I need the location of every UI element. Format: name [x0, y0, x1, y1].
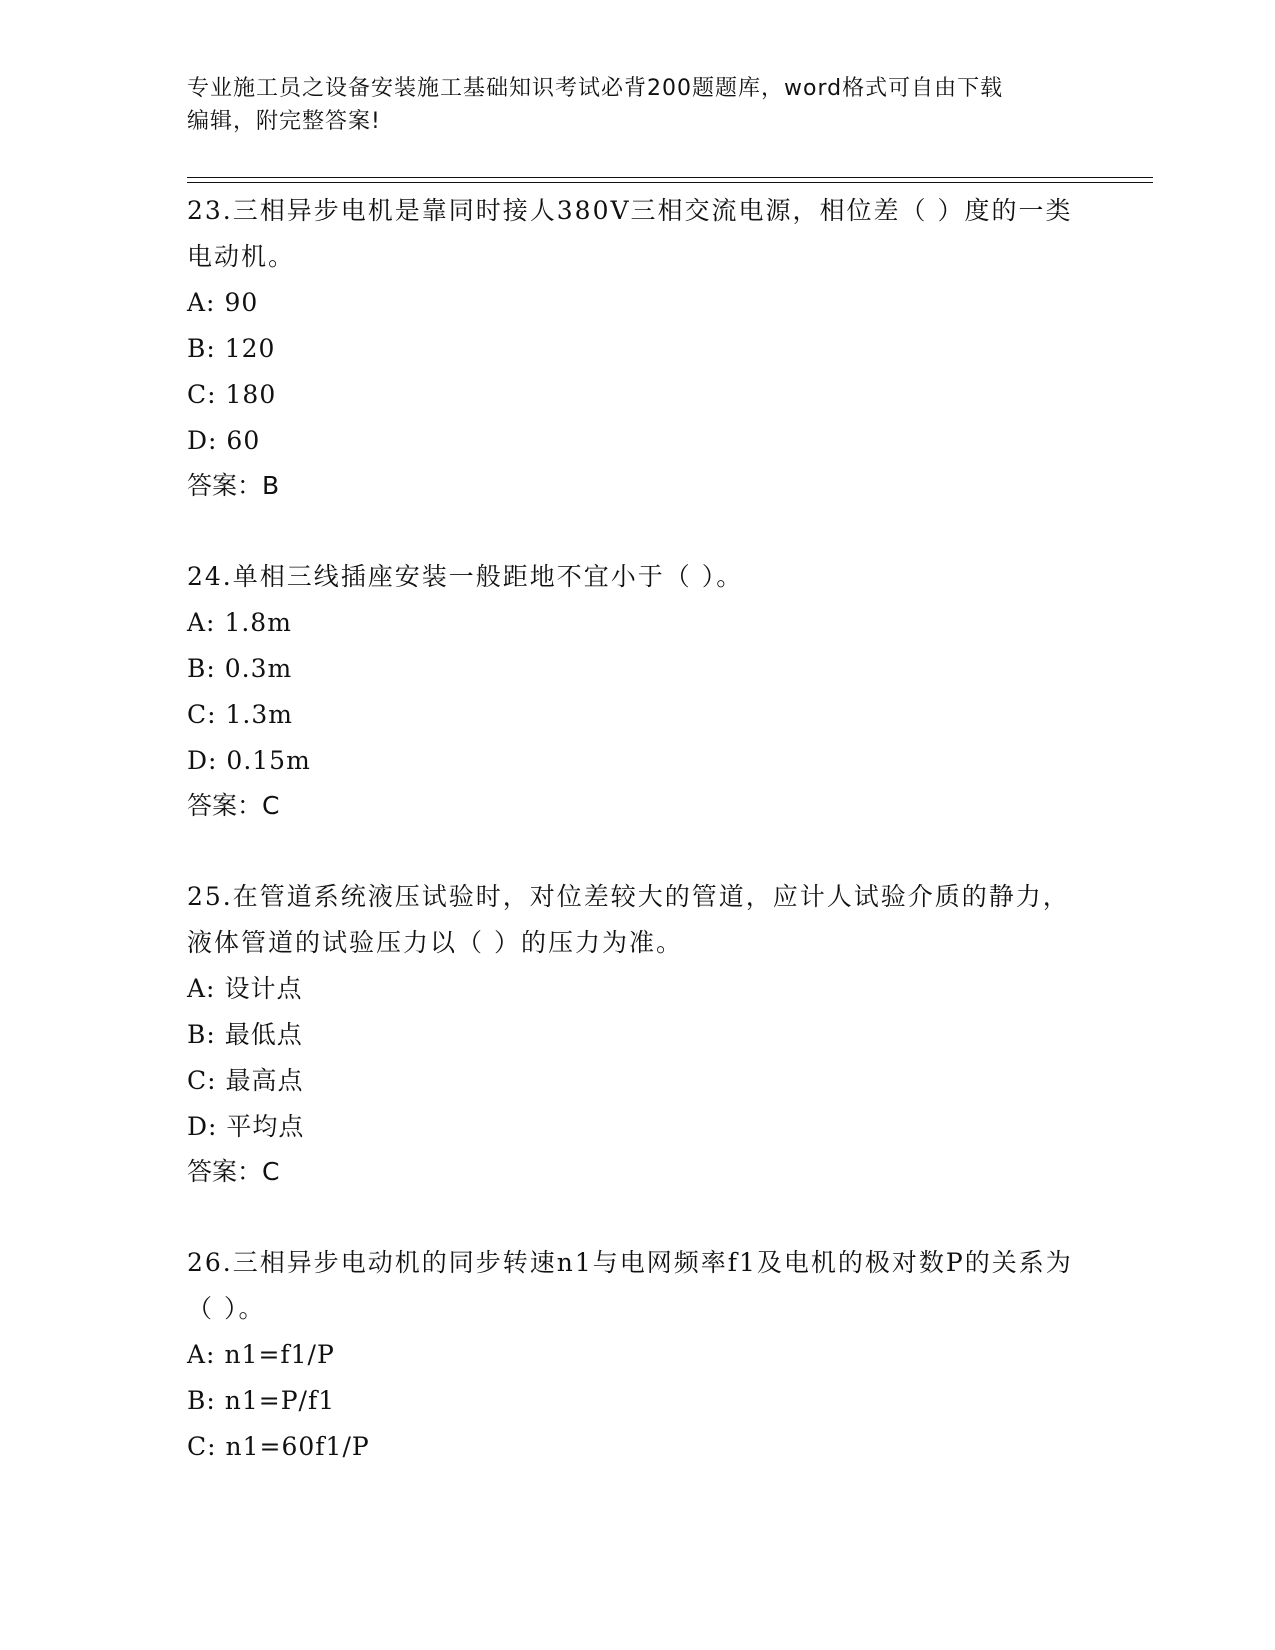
option-b — [187, 646, 1087, 692]
answer-line: 答案：B — [187, 471, 280, 500]
header-line-1: 专业施工员之设备安装施工基础知识考试必背200题题库，word格式可自由下载 — [187, 76, 1004, 101]
option-key: A: — [187, 608, 216, 637]
question-text: 26.三相异步电动机的同步转速n1与电网频率f1及电机的极对数P的关系为（ ）。 — [187, 1248, 1073, 1323]
option-key: D: — [187, 426, 218, 455]
option-key: C: — [187, 700, 217, 729]
option-value: 平均点 — [226, 1112, 305, 1141]
option-a — [187, 280, 1087, 326]
question-26 — [187, 1240, 1087, 1470]
option-key: C: — [187, 380, 217, 409]
option-b — [187, 1378, 1087, 1424]
option-c — [187, 692, 1087, 738]
option-key: D: — [187, 1112, 218, 1141]
option-value: 最低点 — [224, 1020, 303, 1049]
option-b — [187, 1012, 1087, 1058]
option-value: 1.3m — [225, 700, 293, 729]
option-key: A: — [187, 974, 216, 1003]
option-value: 1.8m — [224, 608, 292, 637]
option-value: 设计点 — [224, 974, 303, 1003]
question-24 — [187, 554, 1087, 828]
option-value: 0.15m — [226, 746, 311, 775]
question-text: 25.在管道系统液压试验时，对位差较大的管道，应计人试验介质的静力，液体管道的试验压力以（ ）的压力为准。 — [187, 882, 1070, 957]
option-value: 120 — [224, 334, 276, 363]
option-key: C: — [187, 1066, 217, 1095]
option-a — [187, 1332, 1087, 1378]
question-text: 23.三相异步电机是靠同时接人380V三相交流电源，相位差（ ）度的一类电动机。 — [187, 196, 1073, 271]
option-key: D: — [187, 746, 218, 775]
option-c — [187, 1058, 1087, 1104]
option-a — [187, 966, 1087, 1012]
option-c — [187, 1424, 1087, 1470]
option-value: 60 — [226, 426, 261, 455]
document-header — [187, 72, 1087, 138]
question-25 — [187, 874, 1087, 1194]
option-d — [187, 1104, 1087, 1150]
option-key: B: — [187, 1020, 216, 1049]
option-d — [187, 418, 1087, 464]
option-a — [187, 600, 1087, 646]
option-value: 0.3m — [224, 654, 293, 683]
option-value: n1=P/f1 — [224, 1386, 336, 1415]
option-key: A: — [187, 288, 216, 317]
option-key: B: — [187, 334, 216, 363]
option-value: n1=f1/P — [224, 1340, 335, 1369]
option-value: 180 — [225, 380, 277, 409]
question-23 — [187, 188, 1087, 508]
answer-line: 答案：C — [187, 1157, 280, 1186]
header-line-2: 编辑，附完整答案! — [187, 109, 381, 134]
question-text: 24.单相三线插座安装一般距地不宜小于（ ）。 — [187, 562, 744, 591]
option-b — [187, 326, 1087, 372]
option-key: A: — [187, 1340, 216, 1369]
option-value: n1=60f1/P — [225, 1432, 370, 1461]
option-d — [187, 738, 1087, 784]
option-value: 最高点 — [225, 1066, 304, 1095]
option-key: C: — [187, 1432, 217, 1461]
header-divider-bottom — [187, 182, 1153, 183]
option-key: B: — [187, 1386, 216, 1415]
option-key: B: — [187, 654, 216, 683]
header-divider-top — [187, 177, 1153, 178]
answer-line: 答案：C — [187, 791, 280, 820]
option-c — [187, 372, 1087, 418]
option-value: 90 — [224, 288, 259, 317]
